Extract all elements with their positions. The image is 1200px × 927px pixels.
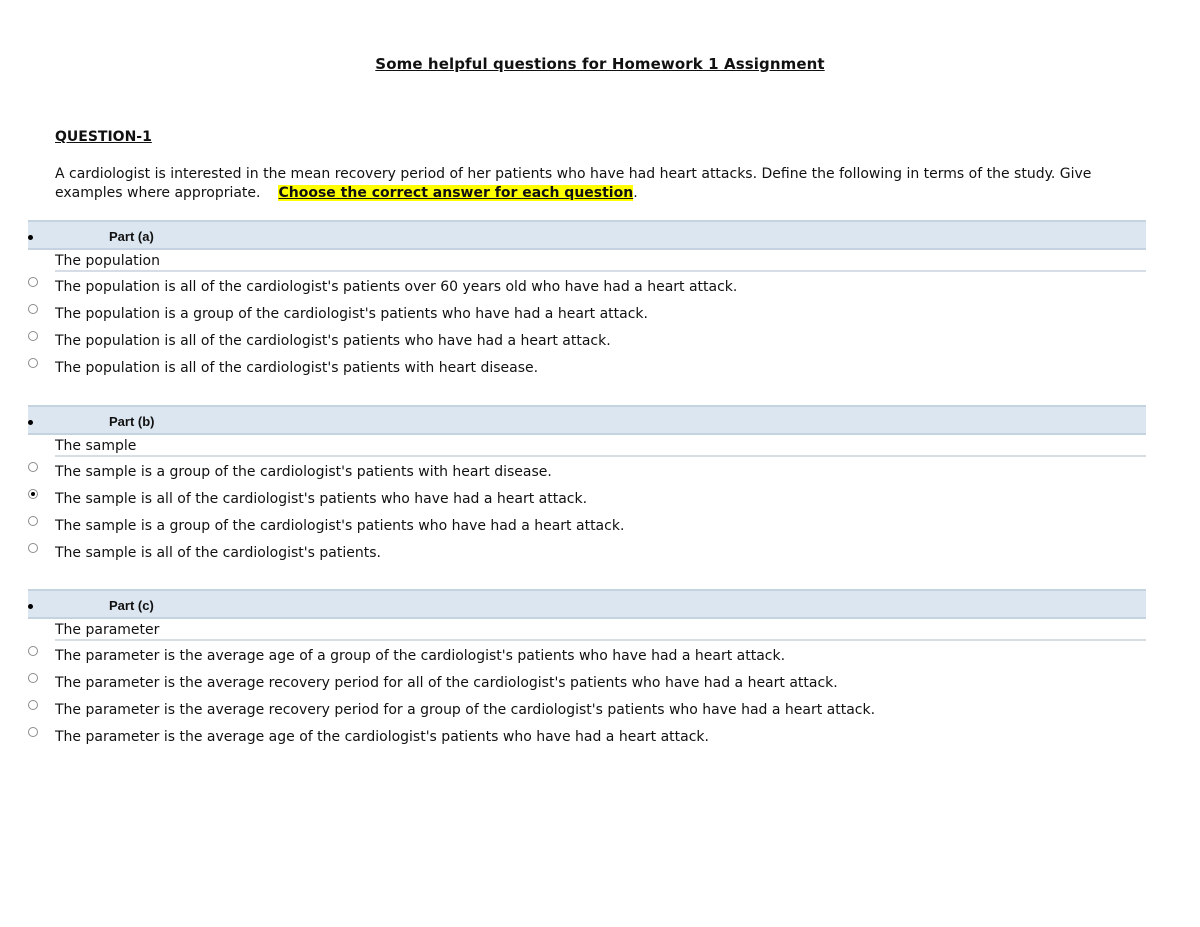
radio-button-icon[interactable] (28, 331, 38, 341)
option-text[interactable]: The parameter is the average recovery period for a group of the cardiologist's patients who have had a heart attack. (55, 702, 876, 718)
question-heading: QUESTION-1 (55, 129, 152, 145)
option-list (28, 643, 1146, 751)
part-prompt: The parameter (55, 619, 1146, 641)
radio-button-icon[interactable] (28, 727, 38, 737)
part-prompt: The sample (55, 435, 1146, 457)
answer-option[interactable] (28, 459, 1146, 486)
part-label: Part (c) (109, 598, 154, 613)
bullet-icon (28, 604, 33, 609)
radio-button-icon[interactable] (28, 700, 38, 710)
option-text[interactable]: The sample is all of the cardiologist's patients. (55, 545, 381, 561)
answer-option[interactable] (28, 301, 1146, 328)
option-text[interactable]: The sample is a group of the cardiologist's patients with heart disease. (55, 464, 552, 480)
radio-button-icon[interactable] (28, 462, 38, 472)
option-list (28, 459, 1146, 567)
radio-button-icon[interactable] (28, 543, 38, 553)
option-text[interactable]: The sample is a group of the cardiologist's patients who have had a heart attack. (55, 518, 625, 534)
answer-option[interactable] (28, 274, 1146, 301)
part-b (28, 405, 1146, 567)
part-c (28, 589, 1146, 751)
part-header (28, 589, 1146, 619)
instruction-highlight: Choose the correct answer for each question (278, 185, 634, 201)
answer-option[interactable] (28, 697, 1146, 724)
radio-button-icon[interactable] (28, 277, 38, 287)
part-label: Part (a) (109, 229, 154, 244)
answer-option[interactable] (28, 328, 1146, 355)
intro-text: A cardiologist is interested in the mean recovery period of her patients who have had heart attacks. Define the following in terms of the study. Give examples where appropriate. (55, 166, 1092, 201)
part-prompt: The population (55, 250, 1146, 272)
document-title: Some helpful questions for Homework 1 Assignment (375, 55, 825, 73)
answer-option[interactable] (28, 724, 1146, 751)
answer-option[interactable] (28, 513, 1146, 540)
part-a (28, 220, 1146, 382)
answer-option[interactable] (28, 355, 1146, 382)
answer-option[interactable] (28, 540, 1146, 567)
option-text[interactable]: The population is all of the cardiologist's patients who have had a heart attack. (55, 333, 611, 349)
option-text[interactable]: The parameter is the average recovery period for all of the cardiologist's patients who have had a heart attack. (55, 675, 838, 691)
answer-option[interactable] (28, 670, 1146, 697)
part-header (28, 220, 1146, 250)
radio-button-icon[interactable] (28, 673, 38, 683)
option-text[interactable]: The population is all of the cardiologist's patients over 60 years old who have had a heart attack. (55, 279, 738, 295)
option-text[interactable]: The population is all of the cardiologist's patients with heart disease. (55, 360, 539, 376)
bullet-icon (28, 420, 33, 425)
option-text[interactable]: The sample is all of the cardiologist's patients who have had a heart attack. (55, 491, 588, 507)
radio-button-icon[interactable] (28, 304, 38, 314)
radio-button-icon[interactable] (28, 358, 38, 368)
radio-button-icon[interactable] (28, 516, 38, 526)
part-header (28, 405, 1146, 435)
option-text[interactable]: The parameter is the average age of the cardiologist's patients who have had a heart attack. (55, 729, 709, 745)
bullet-icon (28, 235, 33, 240)
part-label: Part (b) (109, 414, 155, 429)
instruction-period: . (633, 185, 638, 201)
option-text[interactable]: The population is a group of the cardiologist's patients who have had a heart attack. (55, 306, 648, 322)
radio-button-icon[interactable] (28, 646, 38, 656)
question-intro (55, 165, 1115, 203)
radio-button-icon[interactable] (28, 489, 38, 499)
option-list (28, 274, 1146, 382)
answer-option[interactable] (28, 643, 1146, 670)
option-text[interactable]: The parameter is the average age of a group of the cardiologist's patients who have had a heart attack. (55, 648, 786, 664)
answer-option[interactable] (28, 486, 1146, 513)
